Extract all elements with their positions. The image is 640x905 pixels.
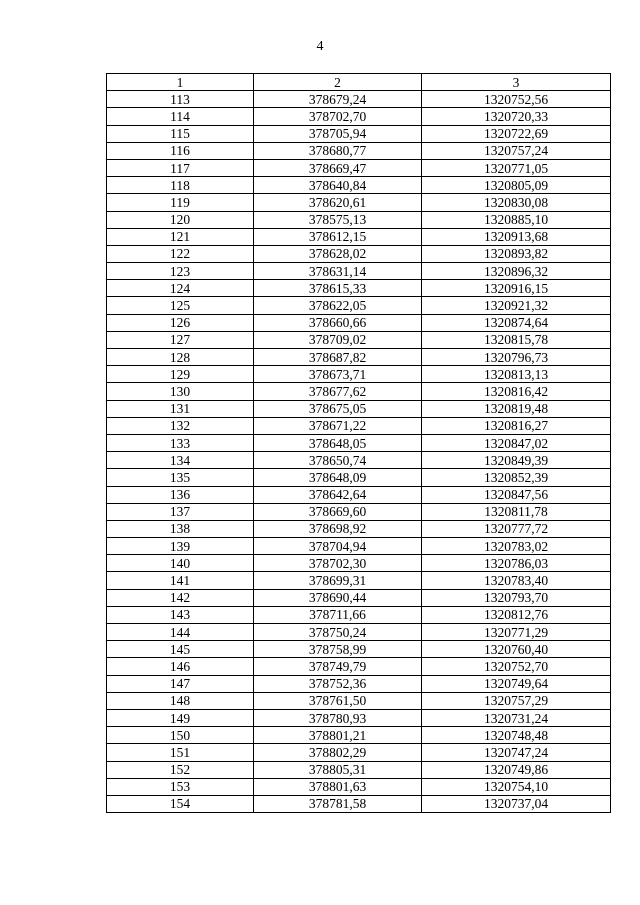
point-number-cell: 129 — [107, 366, 254, 383]
point-number-cell: 147 — [107, 675, 254, 692]
point-number-cell: 114 — [107, 108, 254, 125]
y-coordinate-cell: 1320847,56 — [422, 486, 611, 503]
header-cell-2: 2 — [254, 74, 422, 91]
x-coordinate-cell: 378705,94 — [254, 125, 422, 142]
table-row — [107, 744, 611, 761]
x-coordinate-cell: 378622,05 — [254, 297, 422, 314]
x-coordinate-cell: 378801,21 — [254, 727, 422, 744]
header-cell-1: 1 — [107, 74, 254, 91]
point-number-cell: 131 — [107, 400, 254, 417]
table-row — [107, 383, 611, 400]
point-number-cell: 153 — [107, 778, 254, 795]
table-row — [107, 245, 611, 262]
x-coordinate-cell: 378704,94 — [254, 538, 422, 555]
y-coordinate-cell: 1320737,04 — [422, 795, 611, 812]
table-row — [107, 125, 611, 142]
table-row — [107, 91, 611, 108]
point-number-cell: 122 — [107, 245, 254, 262]
table-row — [107, 589, 611, 606]
x-coordinate-cell: 378671,22 — [254, 417, 422, 434]
point-number-cell: 128 — [107, 349, 254, 366]
table-row — [107, 641, 611, 658]
table-row — [107, 486, 611, 503]
y-coordinate-cell: 1320896,32 — [422, 263, 611, 280]
table-row — [107, 211, 611, 228]
table-row — [107, 727, 611, 744]
table-row — [107, 658, 611, 675]
point-number-cell: 134 — [107, 452, 254, 469]
x-coordinate-cell: 378640,84 — [254, 177, 422, 194]
y-coordinate-cell: 1320783,02 — [422, 538, 611, 555]
point-number-cell: 154 — [107, 795, 254, 812]
point-number-cell: 127 — [107, 331, 254, 348]
table-row — [107, 366, 611, 383]
table-row — [107, 194, 611, 211]
table-row — [107, 503, 611, 520]
point-number-cell: 126 — [107, 314, 254, 331]
table-body — [107, 91, 611, 813]
table-row — [107, 142, 611, 159]
table-row — [107, 108, 611, 125]
point-number-cell: 130 — [107, 383, 254, 400]
point-number-cell: 117 — [107, 159, 254, 176]
y-coordinate-cell: 1320893,82 — [422, 245, 611, 262]
point-number-cell: 140 — [107, 555, 254, 572]
y-coordinate-cell: 1320811,78 — [422, 503, 611, 520]
table-row — [107, 452, 611, 469]
y-coordinate-cell: 1320771,05 — [422, 159, 611, 176]
point-number-cell: 115 — [107, 125, 254, 142]
table-row — [107, 280, 611, 297]
table-row — [107, 709, 611, 726]
point-number-cell: 125 — [107, 297, 254, 314]
x-coordinate-cell: 378669,47 — [254, 159, 422, 176]
x-coordinate-cell: 378698,92 — [254, 520, 422, 537]
point-number-cell: 139 — [107, 538, 254, 555]
x-coordinate-cell: 378709,02 — [254, 331, 422, 348]
page-number: 4 — [316, 39, 324, 54]
y-coordinate-cell: 1320796,73 — [422, 349, 611, 366]
point-number-cell: 137 — [107, 503, 254, 520]
y-coordinate-cell: 1320830,08 — [422, 194, 611, 211]
y-coordinate-cell: 1320760,40 — [422, 641, 611, 658]
table-row — [107, 314, 611, 331]
table-row — [107, 795, 611, 812]
x-coordinate-cell: 378690,44 — [254, 589, 422, 606]
point-number-cell: 135 — [107, 469, 254, 486]
table-row — [107, 297, 611, 314]
y-coordinate-cell: 1320720,33 — [422, 108, 611, 125]
x-coordinate-cell: 378805,31 — [254, 761, 422, 778]
y-coordinate-cell: 1320815,78 — [422, 331, 611, 348]
point-number-cell: 141 — [107, 572, 254, 589]
table-row — [107, 331, 611, 348]
header-cell-3: 3 — [422, 74, 611, 91]
point-number-cell: 138 — [107, 520, 254, 537]
y-coordinate-cell: 1320812,76 — [422, 606, 611, 623]
point-number-cell: 124 — [107, 280, 254, 297]
table-row — [107, 692, 611, 709]
table-row — [107, 675, 611, 692]
point-number-cell: 116 — [107, 142, 254, 159]
table-row — [107, 263, 611, 280]
point-number-cell: 121 — [107, 228, 254, 245]
x-coordinate-cell: 378801,63 — [254, 778, 422, 795]
table-row — [107, 761, 611, 778]
x-coordinate-cell: 378648,05 — [254, 434, 422, 451]
x-coordinate-cell: 378650,74 — [254, 452, 422, 469]
x-coordinate-cell: 378781,58 — [254, 795, 422, 812]
point-number-cell: 145 — [107, 641, 254, 658]
x-coordinate-cell: 378669,60 — [254, 503, 422, 520]
y-coordinate-cell: 1320722,69 — [422, 125, 611, 142]
point-number-cell: 142 — [107, 589, 254, 606]
x-coordinate-cell: 378752,36 — [254, 675, 422, 692]
x-coordinate-cell: 378631,14 — [254, 263, 422, 280]
y-coordinate-cell: 1320805,09 — [422, 177, 611, 194]
x-coordinate-cell: 378660,66 — [254, 314, 422, 331]
x-coordinate-cell: 378758,99 — [254, 641, 422, 658]
x-coordinate-cell: 378615,33 — [254, 280, 422, 297]
point-number-cell: 132 — [107, 417, 254, 434]
x-coordinate-cell: 378761,50 — [254, 692, 422, 709]
y-coordinate-cell: 1320777,72 — [422, 520, 611, 537]
point-number-cell: 136 — [107, 486, 254, 503]
point-number-cell: 150 — [107, 727, 254, 744]
x-coordinate-cell: 378642,64 — [254, 486, 422, 503]
table-row — [107, 349, 611, 366]
y-coordinate-cell: 1320921,32 — [422, 297, 611, 314]
table-row — [107, 177, 611, 194]
point-number-cell: 120 — [107, 211, 254, 228]
table-row — [107, 555, 611, 572]
y-coordinate-cell: 1320783,40 — [422, 572, 611, 589]
x-coordinate-cell: 378575,13 — [254, 211, 422, 228]
point-number-cell: 123 — [107, 263, 254, 280]
y-coordinate-cell: 1320852,39 — [422, 469, 611, 486]
x-coordinate-cell: 378749,79 — [254, 658, 422, 675]
y-coordinate-cell: 1320752,70 — [422, 658, 611, 675]
point-number-cell: 118 — [107, 177, 254, 194]
x-coordinate-cell: 378628,02 — [254, 245, 422, 262]
y-coordinate-cell: 1320749,64 — [422, 675, 611, 692]
y-coordinate-cell: 1320885,10 — [422, 211, 611, 228]
table-row — [107, 538, 611, 555]
x-coordinate-cell: 378680,77 — [254, 142, 422, 159]
table-row — [107, 400, 611, 417]
y-coordinate-cell: 1320849,39 — [422, 452, 611, 469]
x-coordinate-cell: 378612,15 — [254, 228, 422, 245]
table-row — [107, 572, 611, 589]
y-coordinate-cell: 1320874,64 — [422, 314, 611, 331]
x-coordinate-cell: 378673,71 — [254, 366, 422, 383]
x-coordinate-cell: 378702,70 — [254, 108, 422, 125]
y-coordinate-cell: 1320913,68 — [422, 228, 611, 245]
y-coordinate-cell: 1320916,15 — [422, 280, 611, 297]
x-coordinate-cell: 378802,29 — [254, 744, 422, 761]
y-coordinate-cell: 1320757,29 — [422, 692, 611, 709]
point-number-cell: 146 — [107, 658, 254, 675]
x-coordinate-cell: 378780,93 — [254, 709, 422, 726]
table-row — [107, 606, 611, 623]
point-number-cell: 152 — [107, 761, 254, 778]
table-row — [107, 520, 611, 537]
point-number-cell: 119 — [107, 194, 254, 211]
x-coordinate-cell: 378687,82 — [254, 349, 422, 366]
y-coordinate-cell: 1320757,24 — [422, 142, 611, 159]
y-coordinate-cell: 1320847,02 — [422, 434, 611, 451]
point-number-cell: 143 — [107, 606, 254, 623]
y-coordinate-cell: 1320754,10 — [422, 778, 611, 795]
x-coordinate-cell: 378679,24 — [254, 91, 422, 108]
x-coordinate-cell: 378620,61 — [254, 194, 422, 211]
x-coordinate-cell: 378677,62 — [254, 383, 422, 400]
x-coordinate-cell: 378699,31 — [254, 572, 422, 589]
y-coordinate-cell: 1320752,56 — [422, 91, 611, 108]
point-number-cell: 133 — [107, 434, 254, 451]
point-number-cell: 148 — [107, 692, 254, 709]
y-coordinate-cell: 1320819,48 — [422, 400, 611, 417]
table-row — [107, 417, 611, 434]
point-number-cell: 151 — [107, 744, 254, 761]
y-coordinate-cell: 1320748,48 — [422, 727, 611, 744]
table-row — [107, 778, 611, 795]
y-coordinate-cell: 1320749,86 — [422, 761, 611, 778]
y-coordinate-cell: 1320731,24 — [422, 709, 611, 726]
x-coordinate-cell: 378711,66 — [254, 606, 422, 623]
x-coordinate-cell: 378702,30 — [254, 555, 422, 572]
table-row — [107, 469, 611, 486]
point-number-cell: 113 — [107, 91, 254, 108]
table-row — [107, 434, 611, 451]
x-coordinate-cell: 378750,24 — [254, 624, 422, 641]
y-coordinate-cell: 1320771,29 — [422, 624, 611, 641]
x-coordinate-cell: 378675,05 — [254, 400, 422, 417]
y-coordinate-cell: 1320786,03 — [422, 555, 611, 572]
table-row — [107, 624, 611, 641]
y-coordinate-cell: 1320816,27 — [422, 417, 611, 434]
y-coordinate-cell: 1320816,42 — [422, 383, 611, 400]
y-coordinate-cell: 1320747,24 — [422, 744, 611, 761]
table-header-row — [107, 74, 611, 91]
y-coordinate-cell: 1320813,13 — [422, 366, 611, 383]
x-coordinate-cell: 378648,09 — [254, 469, 422, 486]
coordinates-table — [106, 73, 611, 813]
y-coordinate-cell: 1320793,70 — [422, 589, 611, 606]
table-row — [107, 228, 611, 245]
table-row — [107, 159, 611, 176]
point-number-cell: 149 — [107, 709, 254, 726]
point-number-cell: 144 — [107, 624, 254, 641]
